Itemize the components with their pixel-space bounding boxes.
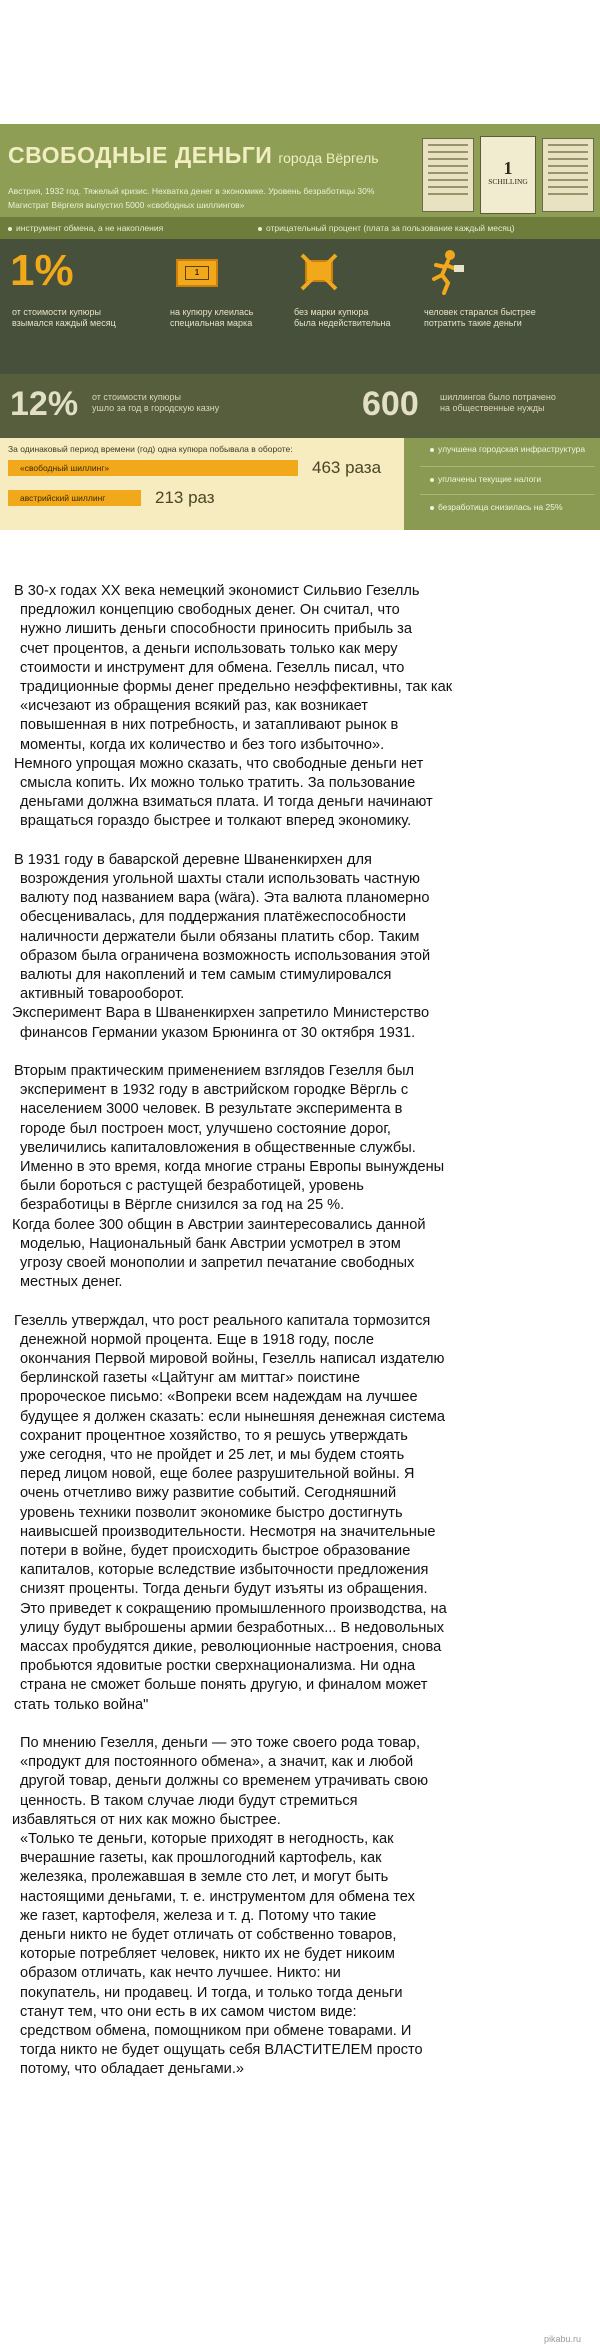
article-line: пророческое письмо: «Вопреки всем надеждам на лучшее [20, 1389, 418, 1406]
spent-caption [440, 392, 556, 414]
spent-caption-line: шиллингов было потрачено [440, 392, 556, 402]
article-line: финансов Германии указом Брюнинга от 30 октября 1931. [20, 1024, 416, 1041]
article-line: «Только те деньги, которые приходят в негодность, как [20, 1831, 394, 1847]
bar-value-austrian: 213 раз [155, 488, 215, 507]
divider [420, 494, 595, 495]
banknote-left [422, 138, 474, 212]
article-line: денежной нормой процента. Еще в 1918 году, после [20, 1331, 374, 1348]
article-line: наличности держатели были обязаны платить сбор. Таким [20, 928, 420, 945]
principle-negative-rate-text: отрицательный процент (плата за пользование каждый месяц) [266, 223, 515, 233]
article-line: будущее я должен сказать: если нынешняя денежная система [20, 1408, 445, 1425]
article-line: повышенная в них потребность, и затапливают рынок в [20, 717, 399, 734]
article-line: «исчезают из обращения всякий раз, как возникает [20, 698, 368, 715]
article-line: местных денег. [20, 1274, 123, 1291]
article-line: наивысшей производительности. Несмотря на значительные [20, 1523, 436, 1540]
article-line: средством обмена, помощником при обмене товарами. И [20, 2023, 412, 2039]
article-line: угрозу своей монополии и запретил печатание свободных [20, 1255, 415, 1271]
article-line: В 30-х годах XX века немецкий экономист Сильвио Гезелль [14, 583, 420, 599]
running-person-icon [426, 249, 466, 295]
article-line: моменты, когда их количество и без того избыточно». [20, 736, 385, 753]
bar-label-free: «свободный шиллинг» [20, 463, 110, 473]
divider [420, 466, 595, 467]
run-caption-line: потратить такие деньги [424, 318, 522, 328]
bullet-dot-icon [430, 506, 434, 510]
bar-value-free: 463 раза [312, 458, 382, 477]
article-line: Эксперимент Вара в Шваненкирхен запретило Министерство [12, 1005, 430, 1022]
cross-caption-line: без марки купюра [294, 307, 369, 317]
bullet-dot-icon [8, 227, 12, 231]
percent-caption-line: от стоимости купюры [12, 307, 101, 317]
article-line: образом была ограничена возможность использования этой [20, 947, 431, 964]
banknote-image [422, 136, 594, 214]
run-caption-line: человек старался быстрее [424, 307, 536, 317]
article-line: которые потребляет человек, никто их не будет никоим [20, 1946, 395, 1963]
article-line: вращаться гораздо быстрее и толкают вперед экономику. [20, 813, 412, 830]
article-line: избавляться от них как можно быстрее. [12, 1811, 281, 1828]
article-line: Когда более 300 общин в Австрии заинтересовались данной [12, 1216, 426, 1233]
article-line: окончания Первой мировой войны, Гезелль написал издателю [20, 1351, 445, 1367]
article-line: По мнению Гезелля, деньги — это тоже своего рода товар, [20, 1735, 421, 1751]
article-line: Гезелль утверждал, что рост реального капитала тормозится [14, 1312, 431, 1329]
article-line: валюту под названием вара (wära). Эта валюта планомерно [20, 890, 430, 907]
article-line: счет процентов, а деньги использовать только как меру [20, 640, 398, 657]
article-line: валюты для накоплений и тем самым стимулировался [20, 967, 392, 983]
article-line: берлинской газеты «Цайтунг ам миттаг» поистине [20, 1370, 360, 1387]
cross-caption [294, 307, 391, 329]
article-line: же газет, картофеля, железа и т. д. Потому что такие [20, 1907, 377, 1924]
article-line: Именно в это время, когда многие страны Европы вынуждены [20, 1159, 445, 1175]
article-line: эксперимент в 1932 году в австрийском городке Вёргль с [20, 1082, 409, 1099]
result-taxes [430, 474, 541, 485]
tax-caption-line: ушло за год в городскую казну [92, 403, 220, 413]
result-unemployment [430, 502, 563, 513]
article-line: стоимости и инструмент для обмена. Гезелль писал, что [20, 659, 405, 676]
article-line: покупатель, ни продавец. И тогда, и только тогда деньги [20, 1984, 403, 2001]
article-line: были бороться с растущей безработицей, уровень [20, 1178, 364, 1195]
article-line: стать только война" [14, 1696, 149, 1713]
article-line: моделью, Национальный банк Австрии усмотрел в этом [20, 1235, 401, 1252]
principle-exchange-text: инструмент обмена, а не накопления [16, 223, 164, 233]
article-line: возрождения угольной шахты стали использовать частную [20, 871, 420, 887]
cross-caption-line: была недействительна [294, 318, 391, 328]
article-line: тогда никто не будет ощущать себя ВЛАСТИТЕЛЕМ просто [20, 2042, 423, 2059]
stamp-caption-line: специальная марка [170, 318, 253, 328]
banknote-center [480, 136, 536, 214]
article-line: другой товар, деньги должны со временем утрачивать свою [20, 1773, 429, 1790]
percent-value: 1% [10, 246, 74, 295]
article-line: станут тем, что они есть в их самом чистом виде: [20, 2003, 357, 2020]
stats-band [0, 374, 600, 438]
article-line: Вторым практическим применением взглядов Гезелля был [14, 1063, 415, 1079]
article-line: обесценивалась, для поддержания платёжеспособности [20, 909, 407, 926]
principle-exchange [8, 223, 163, 233]
article-line: деньгами должна взиматься плата. И тогда деньги начинают [20, 794, 433, 811]
percent-caption [12, 307, 116, 329]
tax-caption [92, 392, 219, 414]
article-line: перед лицом новой, еще более разрушительной войны. Я [20, 1466, 415, 1483]
article-line: смысла копить. Их можно только тратить. За пользование [20, 775, 416, 791]
comparison-caption: За одинаковый период времени (год) одна купюра побывала в обороте: [8, 444, 293, 454]
article-line: Это приведет к сокращению промышленного производства, на [20, 1600, 447, 1617]
banknote-right [542, 138, 594, 212]
infographic [0, 124, 600, 530]
bar-label-austrian: австрийский шиллинг [20, 493, 106, 503]
principles-band [0, 217, 600, 239]
article-line: уровень техники позволит экономике быстро достигнуть [20, 1504, 403, 1521]
percent-caption-line: взымался каждый месяц [12, 318, 116, 328]
article-line: настоящими деньгами, т. е. инструментом для обмена тех [20, 1888, 415, 1905]
article-line: страна не сможет больше понять другую, и финалом может [20, 1677, 428, 1694]
bullet-dot-icon [430, 478, 434, 482]
article-line: нужно лишить деньги способности приносить прибыль за [20, 621, 412, 638]
crossed-note-icon [298, 251, 340, 293]
article-line: Немного упрощая можно сказать, что свободные деньги нет [14, 755, 424, 772]
title-band [0, 124, 600, 217]
circulation-comparison [0, 438, 404, 530]
article-line: безработицы в Вёргле снизился за год на 25 %. [20, 1197, 345, 1214]
article-line: массах пробудятся дикие, революционные настроения, снова [20, 1639, 442, 1655]
article-line: «продукт для постоянного обмена», а значит, как и любой [20, 1754, 414, 1771]
article-line: населением 3000 человек. В результате эксперимента в [20, 1101, 403, 1118]
spent-amount: 600 [362, 385, 419, 423]
title-city: города Вёргель [278, 150, 379, 166]
site-watermark: pikabu.ru [544, 2334, 582, 2344]
infographic-title [8, 142, 379, 169]
principle-negative-rate [258, 223, 515, 233]
article-line: ценность. В таком случае люди будут стремиться [20, 1792, 358, 1809]
spent-caption-line: на общественные нужды [440, 403, 545, 413]
bullet-dot-icon [430, 448, 434, 452]
bullet-dot-icon [258, 227, 262, 231]
subline-crisis: Австрия, 1932 год. Тяжелый кризис. Нехватка денег в экономике. Уровень безработицы 30% [8, 186, 375, 196]
article-line: потому, что обладает деньгами.» [20, 2061, 244, 2078]
result-infrastructure [430, 444, 585, 455]
article-line: капиталов, которые вследствие избыточности предложения [20, 1562, 429, 1579]
banknote-word: SCHILLING [488, 177, 528, 186]
article-line: В 1931 году в баварской деревне Шваненкирхен для [14, 851, 372, 868]
banknote-value: 1 [503, 158, 513, 178]
article-line: улицу будут выброшены армии безработных... В недовольных [20, 1619, 445, 1636]
result-taxes-text: уплачены текущие налоги [438, 474, 542, 484]
article-line: предложил концепцию свободных денег. Он считал, что [20, 602, 400, 619]
article-line: увеличились капиталовложения в общественные службы. [20, 1139, 416, 1156]
article-line: традиционные формы денег предельно неэффективны, так как [20, 679, 453, 695]
article-line: уже сегодня, что не пройдет и 25 лет, и мы будем стоять [20, 1447, 405, 1463]
result-infrastructure-text: улучшена городская инфраструктура [438, 444, 586, 454]
subline-issue: Магистрат Вёргеля выпустил 5000 «свободных шиллингов» [8, 200, 245, 210]
tax-caption-line: от стоимости купюры [92, 392, 181, 402]
article-line: железяка, пролежавшая в земле сто лет, и могут быть [20, 1869, 389, 1886]
article-line: вчерашние газеты, как прошлогодний картофель, как [20, 1850, 382, 1867]
article-line: потери в войне, будет происходить быстрое образование [20, 1543, 411, 1559]
article-line: пробьются ядовитые ростки сверхнационализма. Ни одна [20, 1658, 416, 1675]
article-line: образом отличать, как нечто лучшее. Никто: ни [20, 1965, 341, 1982]
run-caption [424, 307, 536, 329]
stamp-icon-text: 1 [185, 266, 209, 280]
article-line: сохранит процентное хозяйство, то я решусь утверждать [20, 1427, 408, 1444]
results-band [0, 438, 600, 530]
stamp-caption-line: на купюру клеилась [170, 307, 254, 317]
stamp-caption [170, 307, 253, 329]
title-main: СВОБОДНЫЕ ДЕНЬГИ [8, 142, 273, 168]
stamp-icon [176, 259, 218, 287]
article-line: активный товарооборот. [20, 986, 185, 1003]
article-line: деньги никто не будет отличать от собственно товаров, [20, 1927, 397, 1943]
article-line: очень отчетливо вижу развитие событий. Сегодняшний [20, 1485, 397, 1502]
mechanics-band [0, 239, 600, 374]
tax-percent: 12% [10, 385, 79, 423]
result-unemployment-text: безработица снизилась на 25% [438, 502, 563, 512]
article-line: снизят проценты. Тогда деньги будут изъяты из обращения. [20, 1581, 428, 1598]
article-line: городе был построен мост, улучшено состояние дорог, [20, 1120, 391, 1137]
